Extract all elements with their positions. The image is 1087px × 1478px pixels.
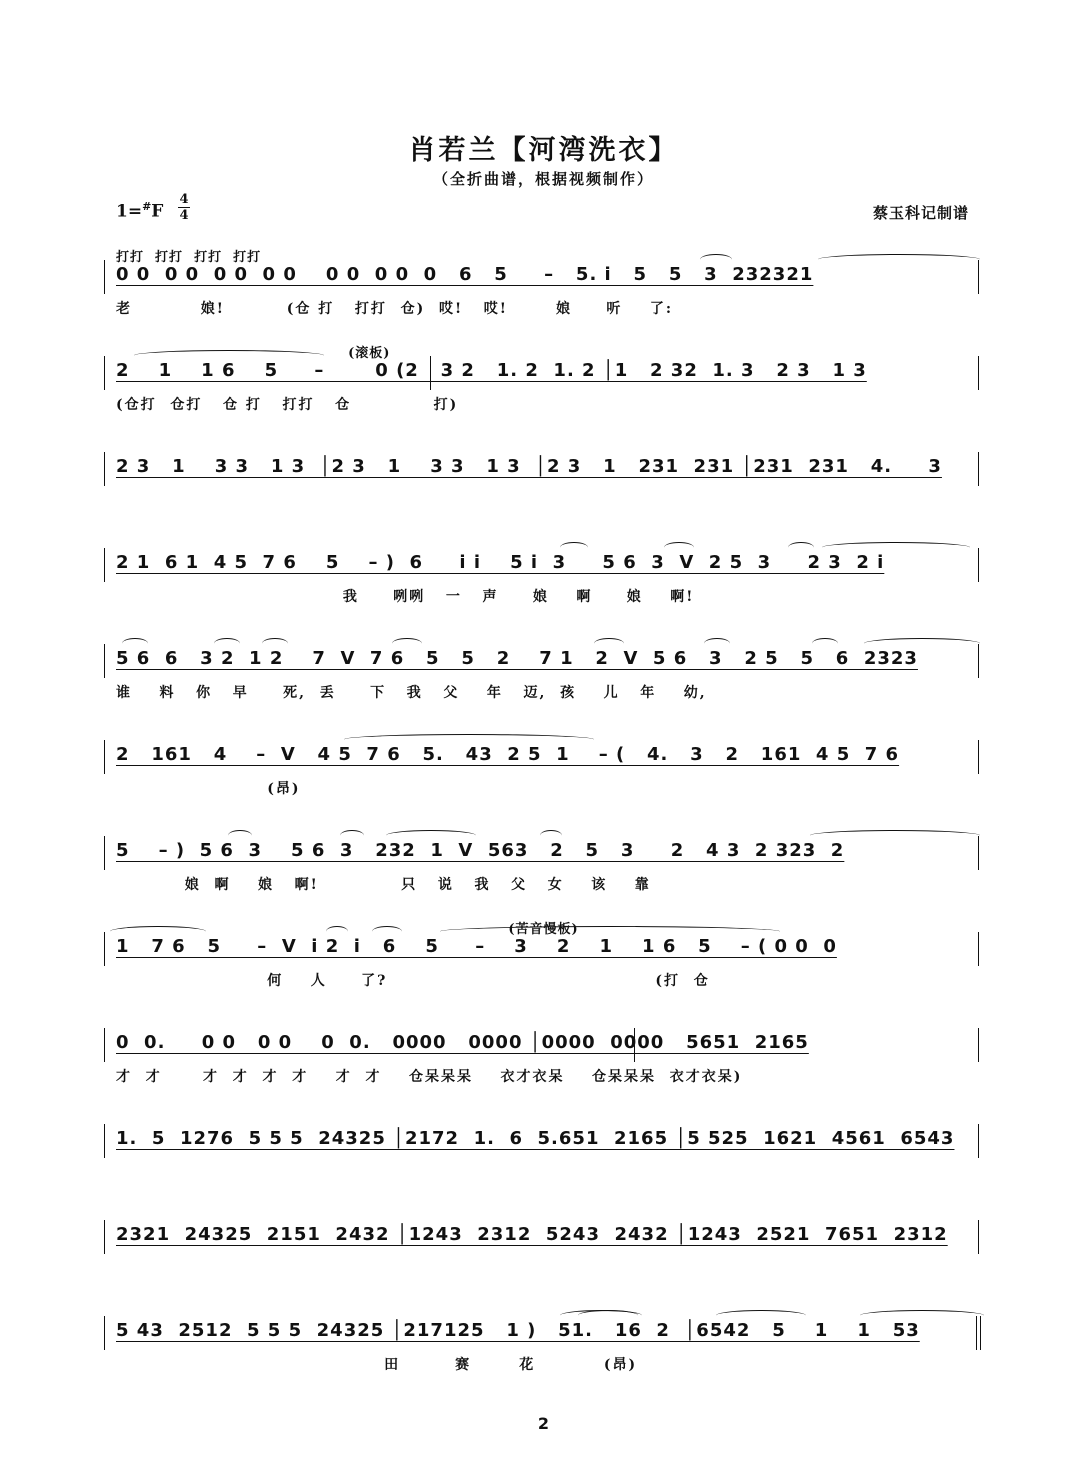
notation-line: 2 3 1 3 3 1 3 │2 3 1 3 3 1 3 │2 3 1 231 231 │231 231 4. 3 <box>116 456 942 477</box>
lyric-line: 才 才 才 才 才 才 才 才 仓呆呆呆 衣才衣呆 仓呆呆呆 衣才衣呆) <box>116 1069 743 1085</box>
page-number: 2 <box>537 1414 550 1433</box>
notation-line: (苦音慢板) 1 7 6 5 – V i 2 i 6 5 – 3 2 1 1 6 5 – ( 0 0 0 <box>116 936 974 957</box>
score-system <box>104 738 980 808</box>
page-subtitle: （全折曲谱，根据视频制作） <box>432 170 654 188</box>
score-system <box>104 1026 980 1096</box>
score-system <box>104 250 980 328</box>
lyric-line: 娘 啊 娘 啊! 只 说 我 父 女 该 靠 <box>116 877 651 893</box>
score-system <box>104 834 980 904</box>
lyric-line: 老 娘! (仓 打 打打 仓) 哎! 哎! 娘 听 了: <box>116 301 674 317</box>
meter-bottom: 4 <box>179 208 189 223</box>
transcriber-credit: 蔡玉科记制谱 <box>872 204 969 222</box>
key-note: F <box>151 201 164 222</box>
notation-line: 2 161 4 – V 4 5 7 6 5. 43 2 5 1 – ( 4. 3 2 161 4 5 7 6 <box>116 744 900 765</box>
notation-line: 1. 5 1276 5 5 5 24325 │2172 1. 6 5.651 2165 │5 525 1621 4561 6543 <box>116 1128 955 1149</box>
lyric-line: 谁 料 你 早 死, 丢 下 我 父 年 迈, 孩 儿 年 幼, <box>116 685 707 701</box>
page-title: 肖若兰【河湾洗衣】 <box>408 135 679 166</box>
lyric-line: (昂) <box>116 781 301 797</box>
score-system <box>104 922 980 1000</box>
lyric-line: 我 咧咧 一 声 娘 啊 娘 啊! <box>116 589 695 605</box>
sharp-symbol: # <box>142 200 152 213</box>
notation-line: 5 – ) 5 6 3 5 6 3 232 1 V 563 2 5 3 2 4 3 2 323 2 <box>116 840 845 861</box>
tempo-marking: (滚板) <box>116 346 391 361</box>
notation-line: 2321 24325 2151 2432 │1243 2312 5243 2432 │1243 2521 7651 2312 <box>116 1224 948 1245</box>
lyric-line: 田 赛 花 (昂) <box>116 1357 638 1373</box>
percussion-cue: 打打 打打 打打 打打 <box>116 250 262 265</box>
notation-line: 打打 打打 打打 打打 0 0 0 0 0 0 0 0 0 0 0 0 0 6 5 – 5. i 5 5 3 232321 <box>116 264 974 285</box>
notation-line: 0 0. 0 0 0 0 0 0. 0000 0000 │0000 0000 5651 2165 <box>116 1032 809 1053</box>
notation-line: (滚板) 2 1 1 6 5 – 0 (2 3 2 1. 2 1. 2 │1 2 32 1. 3 2 3 1 3 <box>116 360 974 381</box>
time-signature <box>176 192 192 223</box>
tempo-marking: (苦音慢板) <box>116 922 579 937</box>
notation-line: 2 1 6 1 4 5 7 6 5 – ) 6 i i 5 i 3 5 6 3 V 2 5 3 2 3 2 i <box>116 552 885 573</box>
key-signature <box>116 200 163 222</box>
score-system <box>104 642 980 712</box>
score-system <box>104 450 980 520</box>
score-system <box>104 546 980 616</box>
notation-line: 5 6 6 3 2 1 2 7 V 7 6 5 5 2 7 1 2 V 5 6 3 2 5 5 6 2323 <box>116 648 918 669</box>
lyric-line: 何 人 了? (打 仓 <box>116 973 710 989</box>
score-system <box>104 346 980 424</box>
lyric-line: (仓打 仓打 仓 打 打打 仓 打) <box>116 397 459 413</box>
score-system <box>104 1218 980 1288</box>
score-system <box>104 1122 980 1192</box>
score-system <box>104 1314 980 1384</box>
key-prefix: 1= <box>116 201 143 222</box>
notation-line: 5 43 2512 5 5 5 24325 │217125 1 ) 51. 16 2 │6542 5 1 1 53 <box>116 1320 920 1341</box>
meter-top: 4 <box>179 192 189 207</box>
